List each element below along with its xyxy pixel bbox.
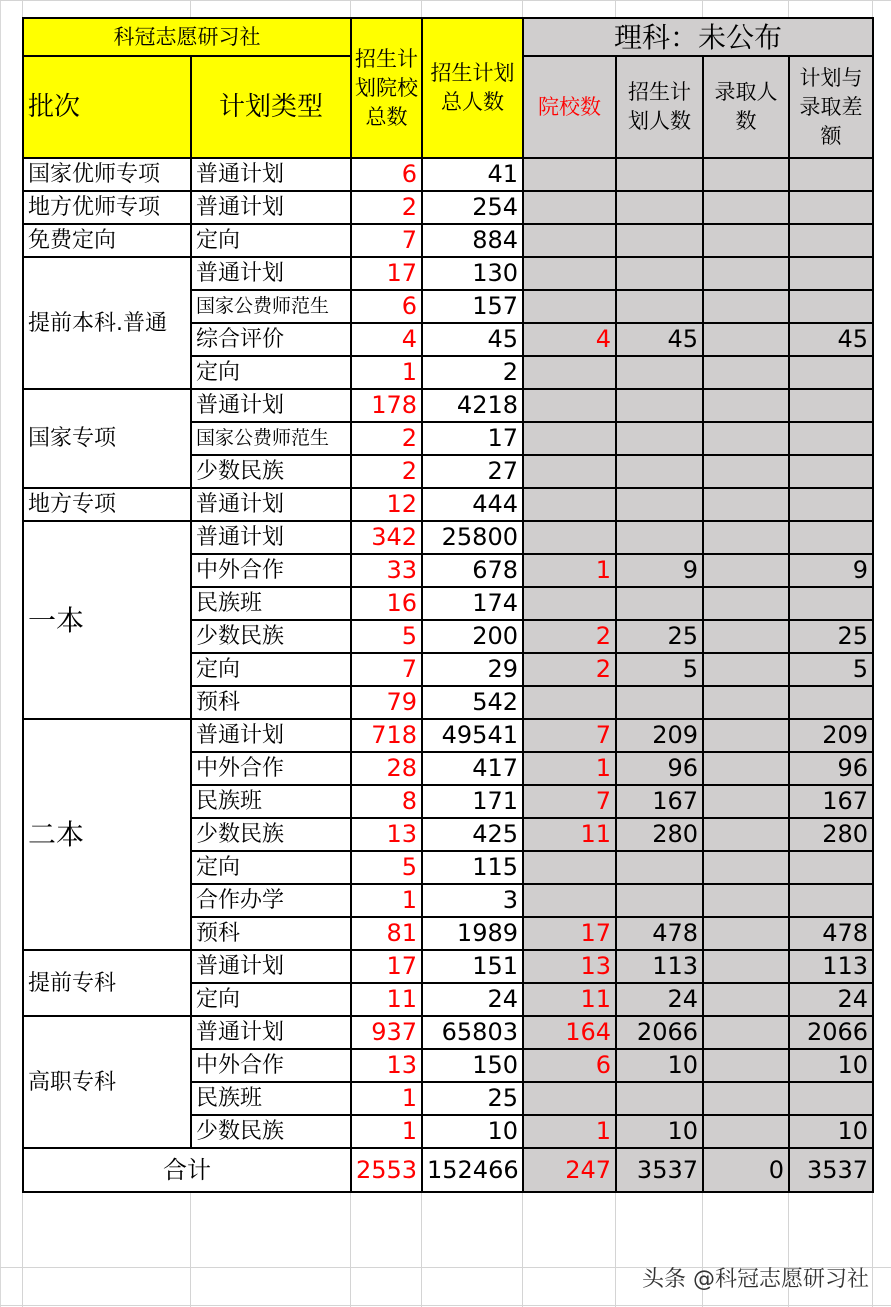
science-diff-cell: 10 [789,1115,873,1148]
plan-type-cell: 普通计划 [191,488,351,521]
table-row [23,389,873,422]
science-diff-sum: 3537 [789,1148,873,1192]
total-schools-cell: 342 [351,521,422,554]
plan-type-cell: 普通计划 [191,257,351,290]
total-schools-cell: 17 [351,950,422,983]
total-people-cell: 884 [422,224,523,257]
plan-type-cell: 少数民族 [191,455,351,488]
science-admitted-cell [703,950,789,983]
total-schools-cell: 5 [351,620,422,653]
total-people-cell: 425 [422,818,523,851]
science-diff-cell [789,224,873,257]
science-admitted-cell [703,851,789,884]
total-schools-cell: 28 [351,752,422,785]
total-people-cell: 3 [422,884,523,917]
science-diff-cell [789,686,873,719]
total-schools-cell: 16 [351,587,422,620]
total-schools-cell: 7 [351,653,422,686]
table-row [23,158,873,191]
header-total-people: 招生计划总人数 [422,18,523,158]
science-diff-cell [789,1082,873,1115]
science-admitted-cell [703,1115,789,1148]
science-admitted-cell [703,818,789,851]
header-schools: 院校数 [523,56,616,158]
table-row [23,521,873,554]
science-schools-cell: 2 [523,620,616,653]
plan-type-cell: 普通计划 [191,1016,351,1049]
total-row [23,1148,873,1192]
science-diff-cell: 209 [789,719,873,752]
science-admitted-cell [703,290,789,323]
table-row [23,950,873,983]
total-people-cell: 157 [422,290,523,323]
science-title-cell: 理科：未公布 [523,18,873,56]
science-admitted-cell [703,785,789,818]
plan-type-cell: 民族班 [191,785,351,818]
total-people-cell: 27 [422,455,523,488]
total-schools-cell: 6 [351,158,422,191]
science-schools-cell: 17 [523,917,616,950]
total-people-cell: 41 [422,158,523,191]
plan-type-cell: 普通计划 [191,521,351,554]
science-plan-cell: 45 [616,323,703,356]
science-diff-cell [789,356,873,389]
total-schools-cell: 8 [351,785,422,818]
total-people-cell: 254 [422,191,523,224]
batch-cell: 提前本科.普通 [23,257,191,389]
science-admitted-cell [703,983,789,1016]
total-schools-cell: 4 [351,323,422,356]
total-people-cell: 200 [422,620,523,653]
science-schools-sum: 247 [523,1148,616,1192]
plan-type-cell: 中外合作 [191,554,351,587]
science-diff-cell [789,851,873,884]
science-admitted-cell [703,686,789,719]
science-plan-cell: 96 [616,752,703,785]
total-people-cell: 171 [422,785,523,818]
batch-cell: 二本 [23,719,191,950]
plan-type-cell: 中外合作 [191,1049,351,1082]
total-schools-cell: 13 [351,1049,422,1082]
science-schools-cell: 1 [523,1115,616,1148]
total-people-cell: 130 [422,257,523,290]
batch-cell: 地方优师专项 [23,191,191,224]
science-diff-cell: 9 [789,554,873,587]
science-admitted-cell [703,455,789,488]
total-people-cell: 1989 [422,917,523,950]
plan-type-cell: 预科 [191,686,351,719]
science-schools-cell: 11 [523,818,616,851]
science-admitted-cell [703,587,789,620]
total-people-cell: 444 [422,488,523,521]
total-people-cell: 17 [422,422,523,455]
science-plan-cell [616,851,703,884]
science-diff-cell [789,884,873,917]
batch-cell: 提前专科 [23,950,191,1016]
science-plan-cell [616,257,703,290]
science-plan-cell [616,158,703,191]
total-schools-cell: 937 [351,1016,422,1049]
science-plan-cell [616,191,703,224]
science-plan-cell [616,686,703,719]
science-schools-cell [523,356,616,389]
science-admitted-cell [703,224,789,257]
science-admitted-cell [703,653,789,686]
science-diff-cell: 5 [789,653,873,686]
science-schools-cell [523,521,616,554]
science-schools-cell: 6 [523,1049,616,1082]
science-admitted-cell [703,488,789,521]
total-people-cell: 678 [422,554,523,587]
total-people-cell: 25800 [422,521,523,554]
science-schools-cell: 7 [523,719,616,752]
science-schools-cell: 13 [523,950,616,983]
total-schools-cell: 81 [351,917,422,950]
science-plan-cell [616,356,703,389]
science-schools-cell [523,257,616,290]
science-diff-cell [789,290,873,323]
batch-cell: 国家优师专项 [23,158,191,191]
science-schools-cell: 11 [523,983,616,1016]
plan-type-cell: 定向 [191,224,351,257]
science-schools-cell: 1 [523,752,616,785]
header-batch: 批次 [23,56,191,158]
total-people-cell: 2 [422,356,523,389]
total-schools-cell: 17 [351,257,422,290]
science-plan-cell: 167 [616,785,703,818]
science-schools-cell: 2 [523,653,616,686]
science-admitted-cell [703,1082,789,1115]
plan-type-cell: 中外合作 [191,752,351,785]
science-admitted-cell [703,323,789,356]
plan-type-cell: 预科 [191,917,351,950]
science-admitted-cell [703,1016,789,1049]
science-diff-cell: 113 [789,950,873,983]
science-plan-cell [616,422,703,455]
science-admitted-cell [703,752,789,785]
science-plan-cell [616,1082,703,1115]
science-schools-cell [523,488,616,521]
science-admitted-cell [703,158,789,191]
plan-type-cell: 国家公费师范生 [191,290,351,323]
science-diff-cell [789,455,873,488]
science-admitted-cell [703,389,789,422]
science-admitted-cell [703,719,789,752]
science-diff-cell: 25 [789,620,873,653]
science-schools-cell [523,587,616,620]
science-admitted-cell [703,917,789,950]
science-schools-cell [523,290,616,323]
science-plan-cell [616,224,703,257]
science-plan-cell [616,884,703,917]
batch-cell: 地方专项 [23,488,191,521]
plan-type-cell: 普通计划 [191,389,351,422]
table-row [23,1016,873,1049]
header-admitted: 录取人数 [703,56,789,158]
total-people-cell: 151 [422,950,523,983]
science-admitted-cell [703,257,789,290]
org-title-cell: 科冠志愿研习社 [23,18,351,56]
science-diff-cell: 2066 [789,1016,873,1049]
total-people-cell: 150 [422,1049,523,1082]
total-people-cell: 542 [422,686,523,719]
total-schools-cell: 2 [351,422,422,455]
science-diff-cell [789,191,873,224]
total-schools-cell: 1 [351,356,422,389]
science-plan-cell: 10 [616,1049,703,1082]
total-people-cell: 29 [422,653,523,686]
science-plan-cell [616,587,703,620]
total-schools-cell: 178 [351,389,422,422]
science-plan-cell: 24 [616,983,703,1016]
plan-type-cell: 国家公费师范生 [191,422,351,455]
science-plan-cell: 209 [616,719,703,752]
total-schools-sum: 2553 [351,1148,422,1192]
total-schools-cell: 13 [351,818,422,851]
table-row [23,224,873,257]
science-schools-cell [523,389,616,422]
batch-cell: 一本 [23,521,191,719]
header-diff: 计划与录取差额 [789,56,873,158]
total-schools-cell: 1 [351,1082,422,1115]
total-schools-cell: 33 [351,554,422,587]
science-schools-cell [523,455,616,488]
science-schools-cell [523,686,616,719]
science-admitted-cell [703,554,789,587]
total-label: 合计 [23,1148,351,1192]
science-diff-cell [789,587,873,620]
science-plan-cell: 9 [616,554,703,587]
total-people-cell: 4218 [422,389,523,422]
science-plan-cell: 280 [616,818,703,851]
science-diff-cell [789,389,873,422]
plan-type-cell: 少数民族 [191,620,351,653]
batch-cell: 免费定向 [23,224,191,257]
science-plan-cell [616,488,703,521]
plan-type-cell: 民族班 [191,587,351,620]
science-schools-cell [523,851,616,884]
batch-cell: 国家专项 [23,389,191,488]
plan-type-cell: 定向 [191,851,351,884]
total-schools-cell: 5 [351,851,422,884]
science-plan-cell: 2066 [616,1016,703,1049]
science-admitted-cell [703,521,789,554]
science-diff-cell: 167 [789,785,873,818]
plan-type-cell: 少数民族 [191,1115,351,1148]
batch-cell: 高职专科 [23,1016,191,1148]
plan-type-cell: 普通计划 [191,158,351,191]
science-schools-cell: 7 [523,785,616,818]
science-schools-cell [523,158,616,191]
enrollment-table [22,17,874,1193]
plan-type-cell: 普通计划 [191,950,351,983]
science-schools-cell [523,1082,616,1115]
plan-type-cell: 合作办学 [191,884,351,917]
science-schools-cell: 164 [523,1016,616,1049]
header-plan-type: 计划类型 [191,56,351,158]
total-people-sum: 152466 [422,1148,523,1192]
science-diff-cell [789,422,873,455]
science-plan-cell: 10 [616,1115,703,1148]
total-people-cell: 174 [422,587,523,620]
science-admitted-cell [703,620,789,653]
science-plan-cell [616,290,703,323]
science-schools-cell [523,884,616,917]
total-schools-cell: 1 [351,1115,422,1148]
header-plan-people: 招生计划人数 [616,56,703,158]
science-admitted-sum: 0 [703,1148,789,1192]
science-admitted-cell [703,356,789,389]
science-diff-cell: 45 [789,323,873,356]
science-diff-cell [789,488,873,521]
science-admitted-cell [703,422,789,455]
total-people-cell: 49541 [422,719,523,752]
plan-type-cell: 综合评价 [191,323,351,356]
science-plan-cell: 5 [616,653,703,686]
plan-type-cell: 定向 [191,653,351,686]
total-people-cell: 10 [422,1115,523,1148]
science-schools-cell: 4 [523,323,616,356]
total-people-cell: 25 [422,1082,523,1115]
science-diff-cell [789,158,873,191]
science-diff-cell: 96 [789,752,873,785]
plan-type-cell: 普通计划 [191,191,351,224]
table-row [23,719,873,752]
gridline [0,1305,891,1306]
science-diff-cell: 478 [789,917,873,950]
science-admitted-cell [703,884,789,917]
gridline [0,0,891,1]
total-schools-cell: 11 [351,983,422,1016]
science-plan-sum: 3537 [616,1148,703,1192]
science-admitted-cell [703,1049,789,1082]
table-row [23,488,873,521]
science-plan-cell [616,521,703,554]
science-admitted-cell [703,191,789,224]
science-diff-cell: 280 [789,818,873,851]
total-people-cell: 417 [422,752,523,785]
plan-type-cell: 少数民族 [191,818,351,851]
total-schools-cell: 79 [351,686,422,719]
science-schools-cell [523,191,616,224]
plan-type-cell: 定向 [191,983,351,1016]
science-diff-cell [789,257,873,290]
total-people-cell: 115 [422,851,523,884]
science-diff-cell: 10 [789,1049,873,1082]
science-schools-cell: 1 [523,554,616,587]
total-people-cell: 65803 [422,1016,523,1049]
science-schools-cell [523,224,616,257]
science-diff-cell [789,521,873,554]
science-plan-cell [616,389,703,422]
table-row [23,257,873,290]
header-total-schools: 招生计划院校总数 [351,18,422,158]
plan-type-cell: 定向 [191,356,351,389]
plan-type-cell: 民族班 [191,1082,351,1115]
total-schools-cell: 1 [351,884,422,917]
watermark: 头条 @科冠志愿研习社 [642,1267,869,1292]
total-schools-cell: 6 [351,290,422,323]
table-row [23,191,873,224]
plan-type-cell: 普通计划 [191,719,351,752]
total-people-cell: 45 [422,323,523,356]
total-schools-cell: 7 [351,224,422,257]
total-schools-cell: 12 [351,488,422,521]
science-plan-cell: 25 [616,620,703,653]
science-schools-cell [523,422,616,455]
science-plan-cell: 478 [616,917,703,950]
total-people-cell: 24 [422,983,523,1016]
total-schools-cell: 718 [351,719,422,752]
total-schools-cell: 2 [351,455,422,488]
science-plan-cell: 113 [616,950,703,983]
science-plan-cell [616,455,703,488]
total-schools-cell: 2 [351,191,422,224]
science-diff-cell: 24 [789,983,873,1016]
